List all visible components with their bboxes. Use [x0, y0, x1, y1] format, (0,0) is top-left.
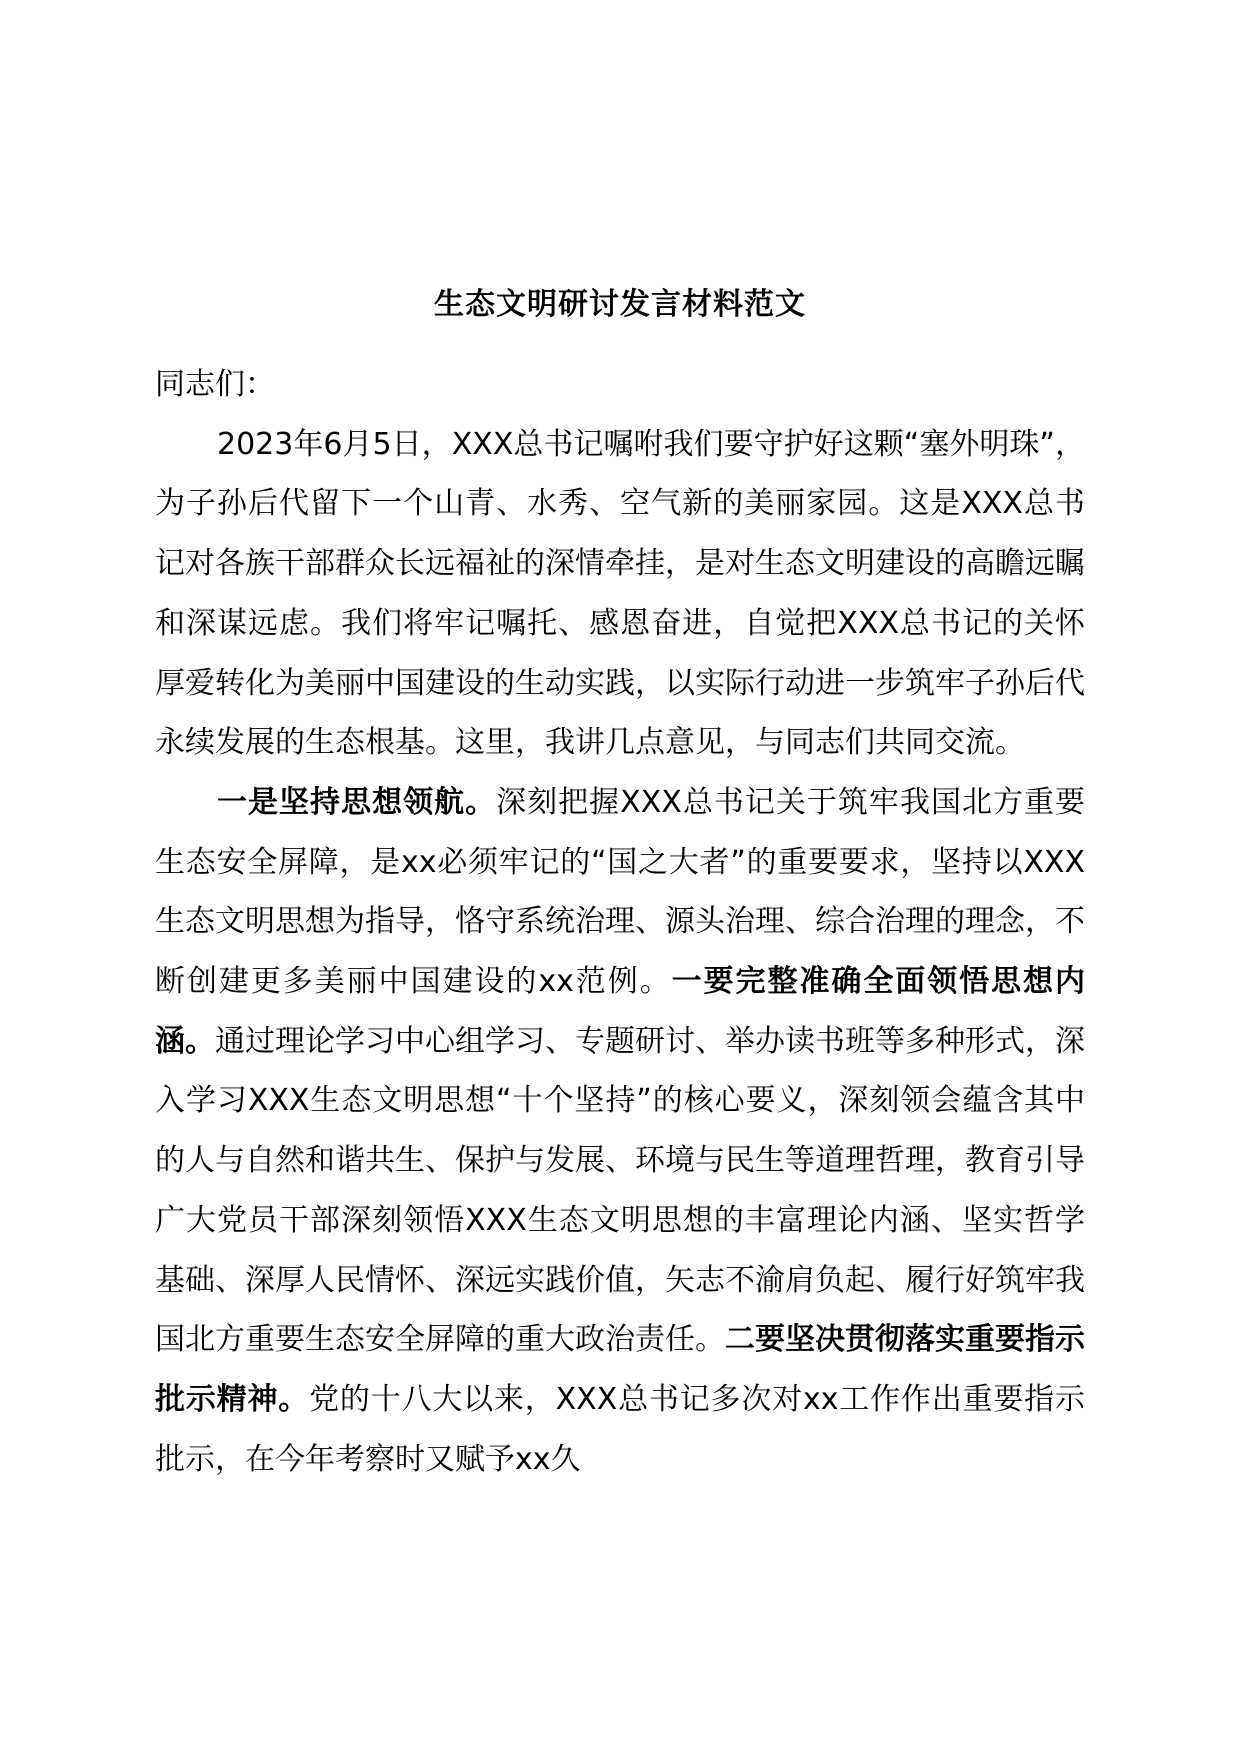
- subpoint-two-text: 党的十八大以来，XXX总书记多次对xx工作作出重要指示批示，在今年考察时又赋予xx久: [155, 1381, 1085, 1477]
- salutation: 同志们：: [155, 367, 275, 402]
- section-one-paragraph: [155, 773, 1085, 1489]
- intro-paragraph: 2023年6月5日，XXX总书记嘱咐我们要守护好这颗“塞外明珠”，为子孙后代留下一个山青、水秀、空气新的美丽家园。这是XXX总书记对各族干部群众长远福祉的深情牵挂，是对生态文明建设的高瞻远瞩和深谋远虑。我们将牢记嘱托、感恩奋进，自觉把XXX总书记的关怀厚爱转化为美丽中国建设的生动实践，以实际行动进一步筑牢子孙后代永续发展的生态根基。这里，我讲几点意见，与同志们共同交流。: [155, 426, 1085, 761]
- section-one-heading: 一是坚持思想领航。: [217, 784, 497, 820]
- document-body: [155, 355, 1085, 1489]
- document-title: 生态文明研讨发言材料范文: [434, 287, 806, 322]
- subpoint-one-text: 通过理论学习中心组学习、专题研讨、举办读书班等多种形式，深入学习XXX生态文明思想“十个坚持”的核心要义，深刻领会蕴含其中的人与自然和谐共生、保护与发展、环境与民生等道理哲理，教育引导广大党员干部深刻领悟XXX生态文明思想的丰富理论内涵、坚实哲学基础、深厚人民情怀、深远实践价值，矢志不渝肩负起、履行好筑牢我国北方重要生态安全屏障的重大政治责任。: [155, 1023, 1085, 1358]
- section-one-text: 深刻把握XXX总书记关于筑牢我国北方重要生态安全屏障，是xx必须牢记的“国之大者”的重要要求，坚持以XXX生态文明思想为指导，恪守系统治理、源头治理、综合治理的理念，不断创建更多美丽中国建设的xx范例。: [155, 784, 1086, 1000]
- subpoint-two-heading: 二要坚决贯彻落实重要指示批示精神。: [155, 1322, 1085, 1417]
- subpoint-one-heading: 一要完整准确全面领悟思想内涵。: [155, 964, 1086, 1059]
